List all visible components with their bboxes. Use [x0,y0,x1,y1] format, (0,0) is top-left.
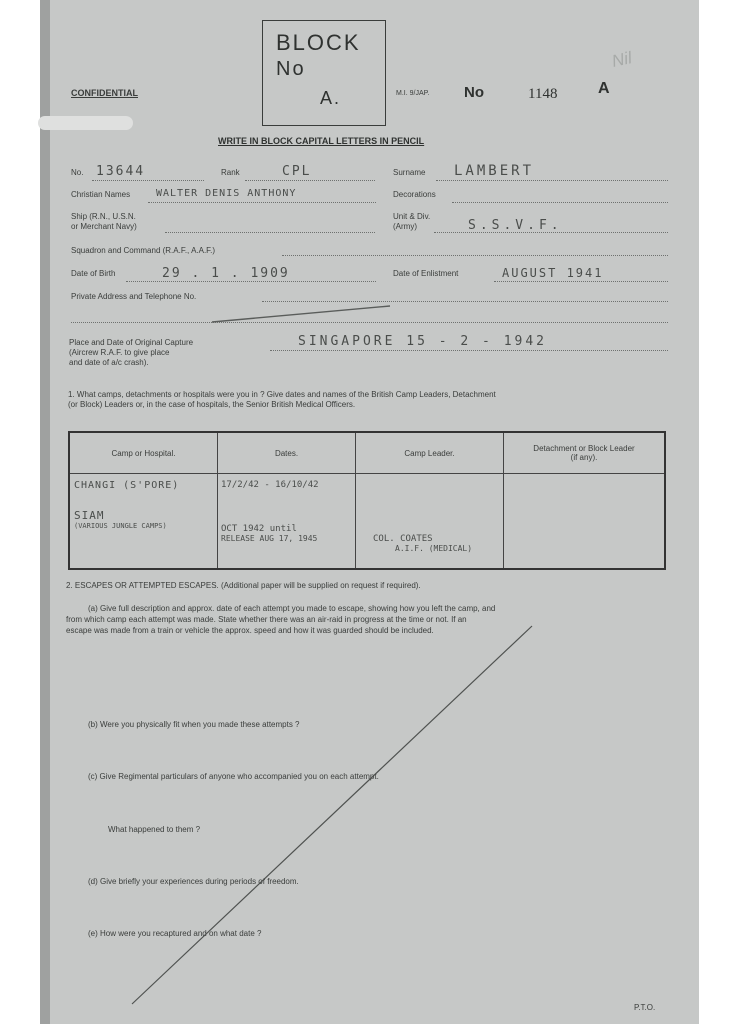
block-leader-column-header: Detachment or Block Leader (if any). [504,432,666,474]
camp-cell: CHANGI (S'PORE) [74,480,180,491]
capture-label-3: and date of a/c crash). [69,358,149,367]
strike-through-line [120,620,540,1010]
camps-table [68,431,666,570]
surname-label: Surname [393,168,426,177]
dates-cell: 17/2/42 - 16/10/42 [221,480,319,490]
christian-label: Christian Names [71,190,131,199]
q2-c: (c) Give Regimental particulars of anyone who accompanied you on each attempt. [88,772,379,781]
q2-a-line-2: from which camp each attempt was made. State whether there was an air-raid in progress at the time or not. If an [66,615,467,624]
leader-column-header: Camp Leader. [356,432,504,474]
camp-column-header: Camp or Hospital. [69,432,218,474]
binding-hole [38,116,133,130]
page-edge [40,0,50,1024]
no-label: No. [71,168,84,177]
dates-cell-2: OCT 1942 until [221,524,297,534]
form-code: M.I. 9/JAP. [396,90,430,97]
christian-value: WALTER DENIS ANTHONY [156,188,297,199]
q2-d: (d) Give briefly your experiences during periods of freedom. [88,877,299,886]
dates-cell-2-sub: RELEASE AUG 17, 1945 [221,534,318,543]
rank-value: CPL [282,164,312,179]
q2-e: (e) How were you recaptured and on what date ? [88,929,262,938]
address-label: Private Address and Telephone No. [71,292,197,301]
form-number: 1148 [528,86,558,102]
block-no-label: No [276,58,306,80]
enlistment-value: AUGUST 1941 [502,266,604,280]
unit-label-2: (Army) [393,222,417,231]
q2-c2: What happened to them ? [108,825,201,834]
leader-cell-sub: A.I.F. (MEDICAL) [395,544,473,553]
surname-value: LAMBERT [454,163,535,179]
pto-label: P.T.O. [634,1003,656,1012]
capture-label-2: (Aircrew R.A.F. to give place [69,348,170,357]
camp-cell-2: SIAM [74,509,105,522]
enlistment-label: Date of Enlistment [393,269,459,278]
dob-label: Date of Birth [71,269,116,278]
q2-b: (b) Were you physically fit when you made these attempts ? [88,720,300,729]
dob-value: 29 . 1 . 1909 [162,266,290,281]
q2-title: 2. ESCAPES OR ATTEMPTED ESCAPES. (Additional paper will be supplied on request if required). [66,581,421,590]
dates-column-header: Dates. [218,432,356,474]
q1-text-1: 1. What camps, detachments or hospitals were you in ? Give dates and names of the British Camp Leaders, Detachment [68,390,496,399]
q2-a-line-3: escape was made from a train or vehicle the approx. speed and how it was guarded should be included. [66,626,434,635]
capture-label-1: Place and Date of Original Capture [69,338,194,347]
unit-value: S.S.V.F. [468,218,563,233]
no-value: 13644 [96,164,146,179]
pencil-stroke [210,300,395,326]
block-label: BLOCK [276,30,361,55]
confidential-label: CONFIDENTIAL [71,88,138,98]
ship-label-2: or Merchant Navy) [71,222,137,231]
decorations-label: Decorations [393,190,436,199]
form-no-label: No [464,84,484,101]
block-leader-cell [504,474,666,570]
q1-text-2: (or Block) Leaders or, in the case of hospitals, the Senior British Medical Officers. [68,400,356,409]
capture-value: SINGAPORE 15 - 2 - 1942 [298,334,548,349]
instruction-heading: WRITE IN BLOCK CAPITAL LETTERS IN PENCIL [218,136,425,146]
q2-a-line-1: (a) Give full description and approx. date of each attempt you made to escape, showing how you left the camp, and [88,604,496,613]
squadron-label: Squadron and Command (R.A.F., A.A.F.) [71,246,216,255]
unit-label-1: Unit & Div. [393,212,431,221]
form-suffix: A [598,80,610,97]
ship-label-1: Ship (R.N., U.S.N. [71,212,136,221]
leader-cell: COL. COATES [373,534,433,544]
camp-cell-2-sub: (VARIOUS JUNGLE CAMPS) [74,522,167,530]
nil-note: Nil [610,48,634,71]
table-row [69,474,665,570]
rank-label: Rank [221,168,240,177]
camps-header-row [69,432,665,474]
block-value: A. [320,88,342,108]
